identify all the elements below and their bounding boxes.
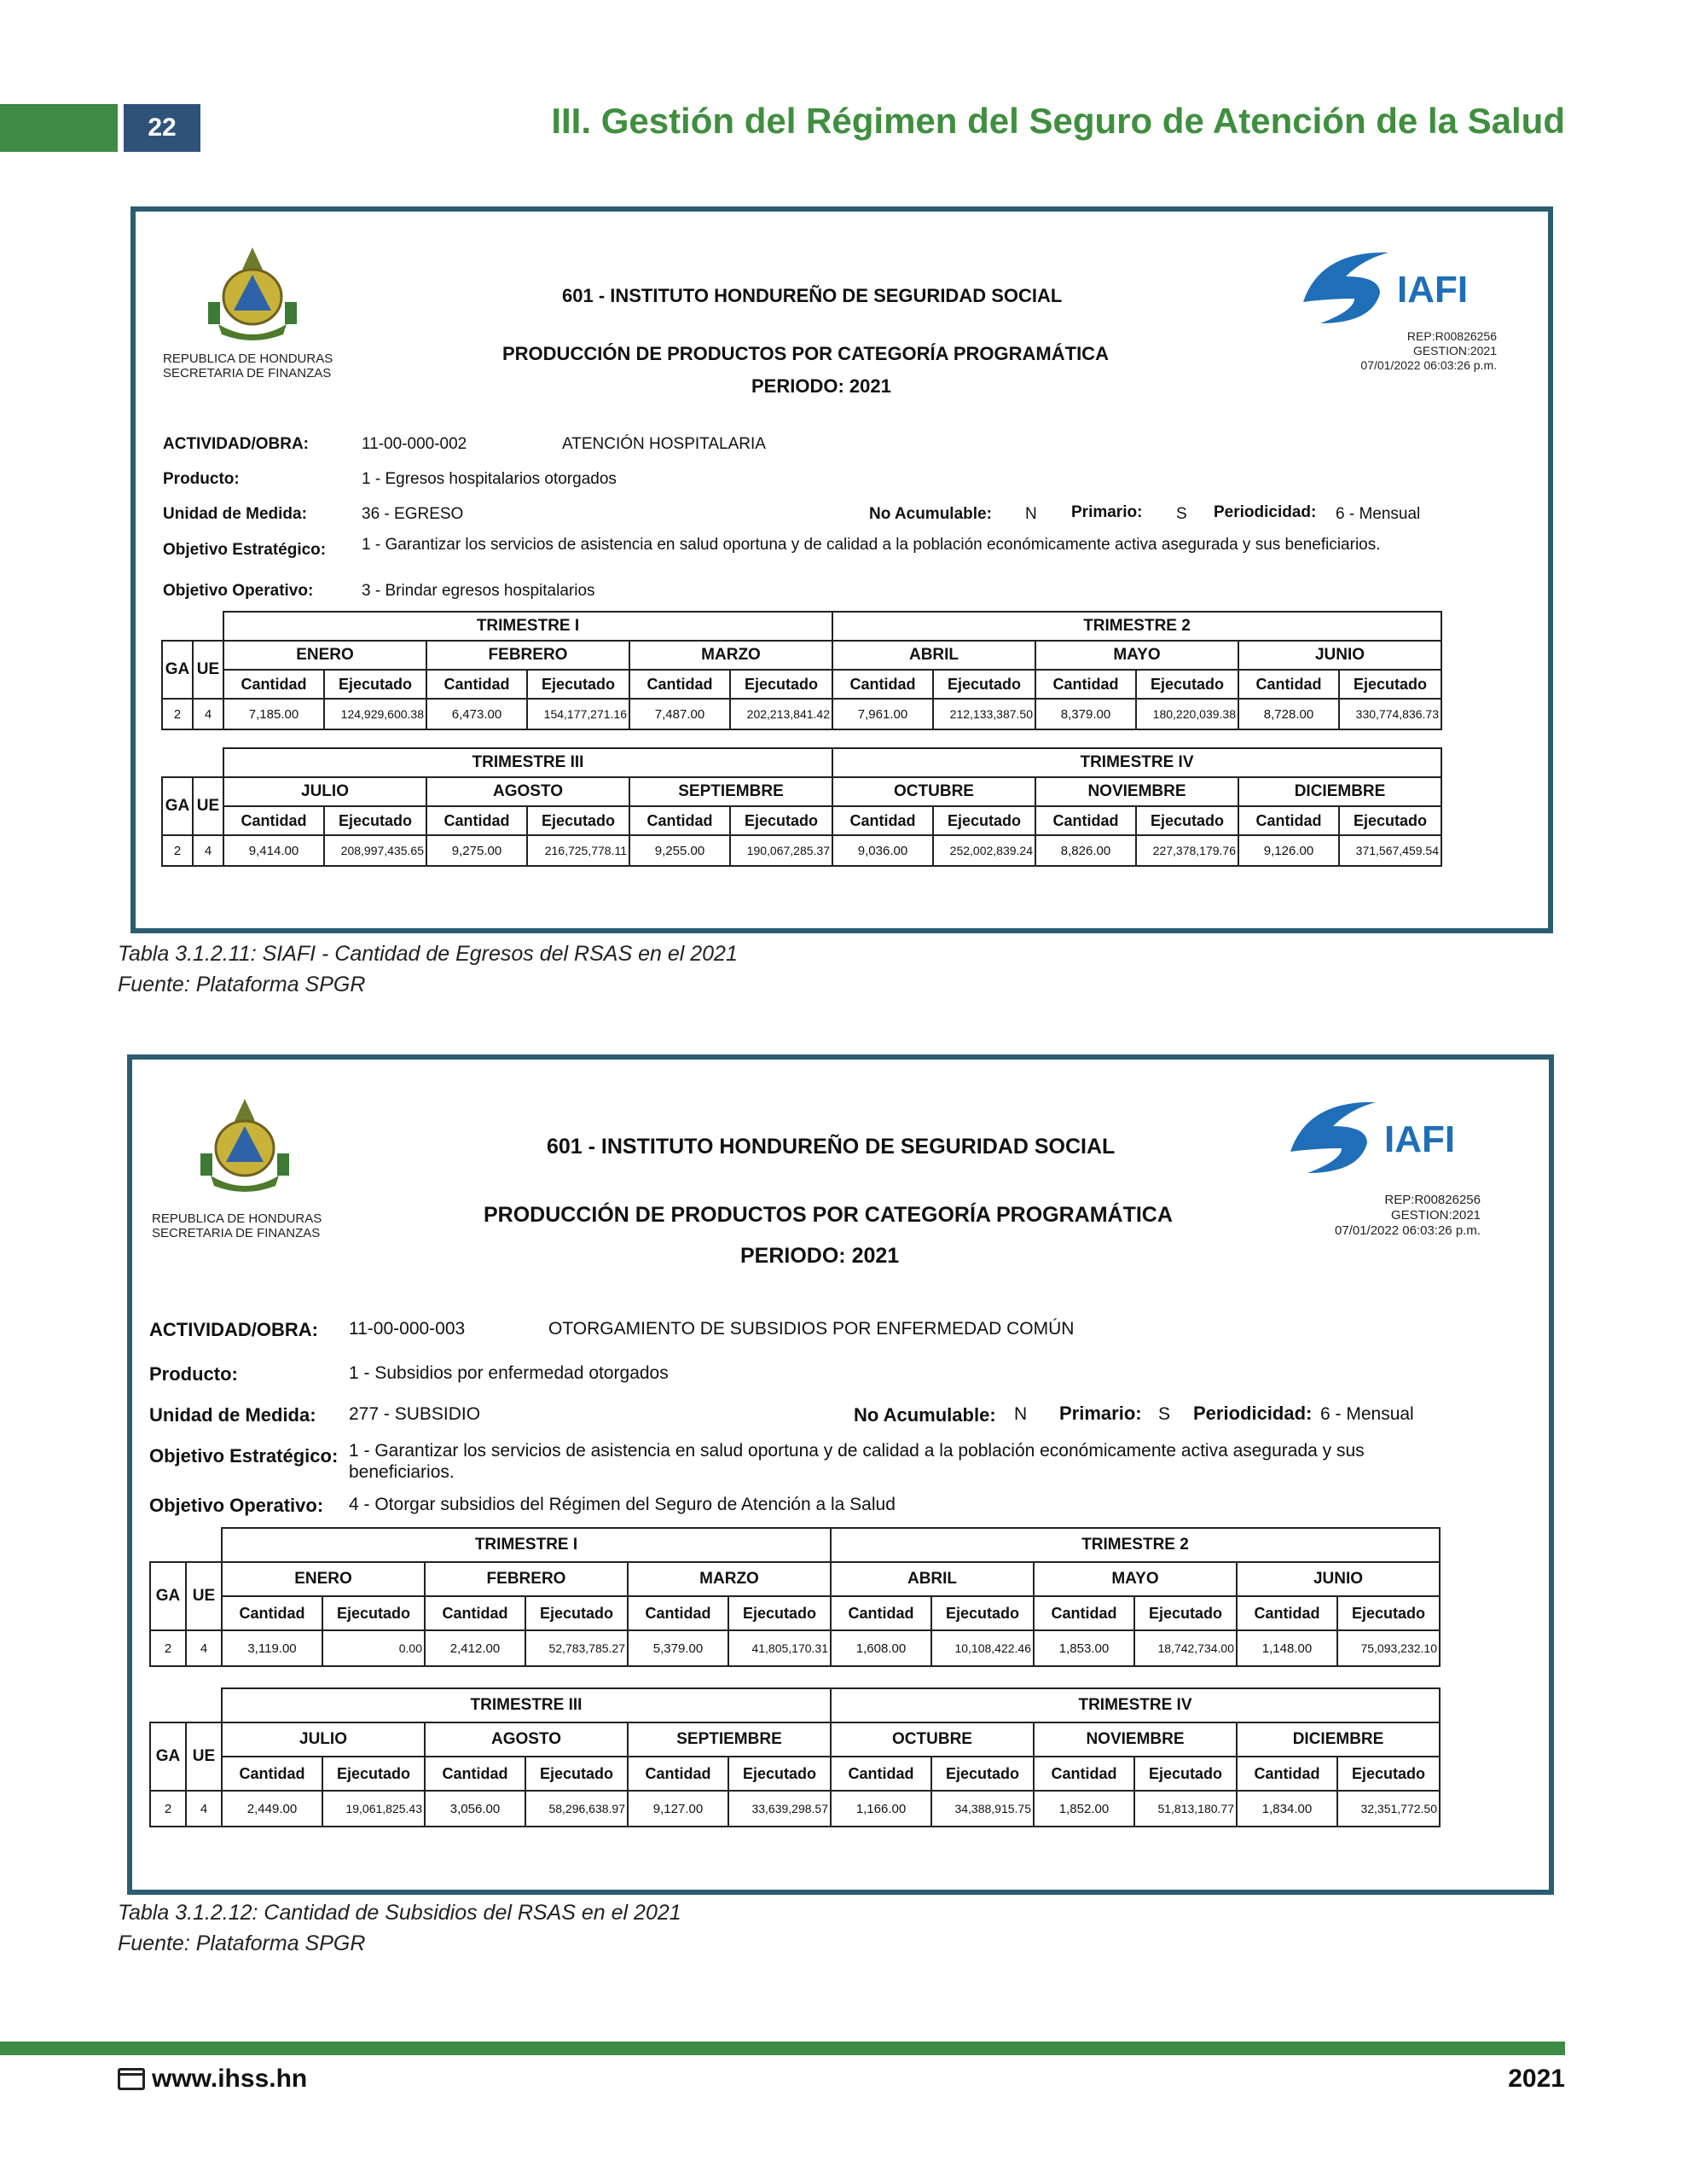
cantidad-value: 5,379.00 [628, 1630, 728, 1666]
cantidad-value: 3,119.00 [222, 1630, 322, 1666]
ga-value: 2 [150, 1791, 186, 1827]
caption-1-source: Fuente: Plataforma SPGR [118, 973, 366, 996]
siafi-logo-icon [1295, 242, 1491, 336]
ejecutado-value: 154,177,271.16 [527, 699, 629, 729]
ejecutado-header: Ejecutado [322, 1757, 425, 1791]
ejecutado-header: Ejecutado [1134, 1596, 1237, 1630]
cantidad-header: Cantidad [425, 1596, 525, 1630]
cantidad-value: 7,961.00 [832, 699, 933, 729]
cantidad-header: Cantidad [831, 1757, 931, 1791]
cantidad-value: 8,379.00 [1035, 699, 1136, 729]
ejecutado-value: 330,774,836.73 [1339, 699, 1441, 729]
month-header: OCTUBRE [832, 777, 1035, 806]
ejecutado-value: 52,783,785.27 [525, 1630, 628, 1666]
month-header: NOVIEMBRE [1034, 1722, 1237, 1757]
obj-operativo-label: Objetivo Operativo: [149, 1495, 324, 1516]
ue-value: 4 [186, 1791, 222, 1827]
ejecutado-value: 18,742,734.00 [1134, 1630, 1237, 1666]
cantidad-header: Cantidad [425, 1757, 525, 1791]
table-corner [162, 612, 223, 641]
cantidad-value: 9,127.00 [628, 1791, 728, 1827]
primario-label: Primario: [1071, 503, 1143, 521]
no-acumulable-label: No Acumulable: [854, 1404, 996, 1426]
month-header: SEPTIEMBRE [628, 1722, 831, 1757]
obj-estrategico-value: 1 - Garantizar los servicios de asistencia en salud oportuna y de calidad a la población económicamente activa asegurada y sus beneficiarios. [362, 536, 1381, 554]
quarterly-table [149, 1527, 1441, 1667]
report-period: PERIODO: 2021 [740, 1244, 900, 1268]
unidad-label: Unidad de Medida: [163, 505, 307, 523]
quarter-header: TRIMESTRE 2 [831, 1528, 1440, 1562]
month-header: MARZO [628, 1562, 831, 1596]
gov-line-1: REPUBLICA DE HONDURAS [152, 1211, 322, 1226]
rep-code: REP:R00826256 [1384, 1193, 1481, 1207]
obj-estrategico-value: 1 - Garantizar los servicios de asistencia en salud oportuna y de calidad a la población económicamente activa asegurada y sus beneficiarios. [349, 1441, 1365, 1482]
obj-operativo-value: 3 - Brindar egresos hospitalarios [362, 582, 595, 600]
ejecutado-header: Ejecutado [527, 806, 629, 835]
periodicidad-value: 6 - Mensual [1336, 505, 1421, 523]
cantidad-value: 7,185.00 [223, 699, 324, 729]
cantidad-header: Cantidad [223, 670, 324, 699]
report-meta [1335, 1193, 1481, 1239]
ejecutado-header: Ejecutado [730, 806, 832, 835]
unidad-value: 36 - EGRESO [362, 505, 464, 523]
no-acumulable-label: No Acumulable: [869, 505, 992, 523]
obj-estrategico-label: Objetivo Estratégico: [163, 541, 327, 559]
institution-name: 601 - INSTITUTO HONDUREÑO DE SEGURIDAD SOCIAL [562, 285, 1063, 306]
cantidad-header: Cantidad [1237, 1757, 1337, 1791]
cantidad-value: 2,449.00 [222, 1791, 322, 1827]
timestamp: 07/01/2022 06:03:26 p.m. [1335, 1223, 1481, 1238]
ejecutado-value: 0.00 [322, 1630, 425, 1666]
section-title: III. Gestión del Régimen del Seguro de Atención de la Salud [551, 101, 1565, 141]
month-header: FEBRERO [426, 641, 629, 670]
cantidad-header: Cantidad [222, 1757, 322, 1791]
actividad-name: ATENCIÓN HOSPITALARIA [562, 435, 766, 453]
gov-line-2: SECRETARIA DE FINANZAS [163, 366, 332, 380]
quarter-header: TRIMESTRE 2 [832, 612, 1441, 641]
month-header: JULIO [223, 777, 426, 806]
svg-text:IAFI: IAFI [1397, 269, 1469, 311]
primario-value: S [1158, 1404, 1171, 1424]
caption-table-1 [118, 938, 738, 1000]
ejecutado-header: Ejecutado [931, 1757, 1034, 1791]
month-header: AGOSTO [426, 777, 629, 806]
rep-code: REP:R00826256 [1406, 329, 1497, 343]
ejecutado-value: 216,725,778.11 [527, 835, 629, 866]
month-header: JULIO [222, 1722, 425, 1757]
ejecutado-header: Ejecutado [1339, 806, 1441, 835]
ejecutado-value: 208,997,435.65 [324, 835, 426, 866]
quarter-header: TRIMESTRE III [223, 748, 832, 777]
quarter-header: TRIMESTRE IV [831, 1688, 1440, 1722]
actividad-label: ACTIVIDAD/OBRA: [163, 435, 309, 453]
ejecutado-value: 33,639,298.57 [728, 1791, 831, 1827]
primario-label: Primario: [1059, 1403, 1142, 1424]
cantidad-value: 8,728.00 [1238, 699, 1339, 729]
quarter-header: TRIMESTRE III [222, 1688, 831, 1722]
obj-operativo-value: 4 - Otorgar subsidios del Régimen del Seguro de Atención a la Salud [349, 1495, 896, 1514]
ejecutado-header: Ejecutado [322, 1596, 425, 1630]
cantidad-header: Cantidad [629, 670, 730, 699]
ejecutado-header: Ejecutado [1339, 670, 1441, 699]
cantidad-value: 7,487.00 [629, 699, 730, 729]
table-corner [150, 1528, 222, 1562]
institution-name: 601 - INSTITUTO HONDUREÑO DE SEGURIDAD SOCIAL [547, 1135, 1116, 1159]
ue-value: 4 [193, 835, 223, 866]
cantidad-value: 2,412.00 [425, 1630, 525, 1666]
ejecutado-value: 51,813,180.77 [1134, 1791, 1237, 1827]
gestion: GESTION:2021 [1412, 344, 1497, 357]
actividad-code: 11-00-000-002 [362, 435, 467, 453]
ejecutado-header: Ejecutado [728, 1757, 831, 1791]
month-header: NOVIEMBRE [1035, 777, 1238, 806]
ga-header: GA [162, 641, 193, 699]
ue-value: 4 [193, 699, 223, 729]
quarterly-table [161, 747, 1442, 867]
month-header: DICIEMBRE [1238, 777, 1441, 806]
periodicidad-label: Periodicidad: [1193, 1403, 1313, 1424]
ga-header: GA [150, 1722, 186, 1791]
no-acumulable-value: N [1014, 1404, 1028, 1424]
ejecutado-value: 212,133,387.50 [933, 699, 1035, 729]
footer-year: 2021 [1508, 2065, 1565, 2093]
timestamp: 07/01/2022 06:03:26 p.m. [1360, 358, 1497, 372]
month-header: MARZO [629, 641, 832, 670]
ejecutado-header: Ejecutado [933, 670, 1035, 699]
ue-header: UE [193, 777, 223, 835]
quarter-header: TRIMESTRE IV [832, 748, 1441, 777]
cantidad-header: Cantidad [1034, 1596, 1134, 1630]
month-header: MAYO [1034, 1562, 1237, 1596]
ejecutado-header: Ejecutado [324, 806, 426, 835]
month-header: ABRIL [832, 641, 1035, 670]
ga-header: GA [162, 777, 193, 835]
cantidad-header: Cantidad [426, 670, 527, 699]
ejecutado-value: 58,296,638.97 [525, 1791, 628, 1827]
cantidad-header: Cantidad [629, 806, 730, 835]
month-header: ENERO [222, 1562, 425, 1596]
ejecutado-header: Ejecutado [527, 670, 629, 699]
quarter-header: TRIMESTRE I [222, 1528, 831, 1562]
primario-value: S [1176, 505, 1187, 523]
ue-header: UE [186, 1722, 222, 1791]
coat-of-arms-icon [194, 1095, 296, 1198]
quarterly-table [161, 611, 1442, 730]
ejecutado-value: 10,108,422.46 [931, 1630, 1034, 1666]
footer-website[interactable] [118, 2065, 307, 2094]
month-header: ABRIL [831, 1562, 1034, 1596]
cantidad-header: Cantidad [832, 806, 933, 835]
report-meta [1360, 329, 1497, 373]
month-header: OCTUBRE [831, 1722, 1034, 1757]
ue-header: UE [186, 1562, 222, 1630]
svg-text:IAFI: IAFI [1384, 1118, 1456, 1160]
gov-name [163, 351, 333, 380]
cantidad-value: 9,414.00 [223, 835, 324, 866]
gov-line-2: SECRETARIA DE FINANZAS [152, 1226, 321, 1240]
ejecutado-value: 124,929,600.38 [324, 699, 426, 729]
producto-value: 1 - Subsidios por enfermedad otorgados [349, 1363, 669, 1383]
cantidad-value: 1,148.00 [1237, 1630, 1337, 1666]
report-frame-subsidios [127, 1054, 1554, 1895]
ejecutado-header: Ejecutado [1337, 1596, 1440, 1630]
unidad-label: Unidad de Medida: [149, 1404, 316, 1426]
ga-value: 2 [162, 699, 193, 729]
month-header: FEBRERO [425, 1562, 628, 1596]
ejecutado-header: Ejecutado [324, 670, 426, 699]
cantidad-value: 1,608.00 [831, 1630, 931, 1666]
obj-operativo-label: Objetivo Operativo: [163, 582, 314, 600]
gov-line-1: REPUBLICA DE HONDURAS [163, 351, 333, 366]
ejecutado-value: 371,567,459.54 [1339, 835, 1441, 866]
ejecutado-value: 41,805,170.31 [728, 1630, 831, 1666]
caption-2-title: Tabla 3.1.2.12: Cantidad de Subsidios del RSAS en el 2021 [118, 1901, 681, 1925]
ejecutado-header: Ejecutado [525, 1596, 628, 1630]
month-header: JUNIO [1238, 641, 1441, 670]
report-title: PRODUCCIÓN DE PRODUCTOS POR CATEGORÍA PROGRAMÁTICA [502, 343, 1109, 364]
cantidad-header: Cantidad [1034, 1757, 1134, 1791]
ga-value: 2 [150, 1630, 186, 1666]
cantidad-header: Cantidad [628, 1757, 728, 1791]
obj-estrategico-label: Objetivo Estratégico: [149, 1445, 339, 1467]
ejecutado-value: 75,093,232.10 [1337, 1630, 1440, 1666]
producto-label: Producto: [163, 470, 240, 488]
ejecutado-value: 190,067,285.37 [730, 835, 832, 866]
cantidad-header: Cantidad [628, 1596, 728, 1630]
siafi-logo-icon [1282, 1092, 1478, 1186]
footer-accent-bar [0, 2042, 1565, 2055]
quarterly-table [149, 1687, 1441, 1827]
cantidad-header: Cantidad [831, 1596, 931, 1630]
cantidad-header: Cantidad [1035, 670, 1136, 699]
cantidad-header: Cantidad [222, 1596, 322, 1630]
periodicidad-label: Periodicidad: [1214, 503, 1317, 521]
ejecutado-value: 252,002,839.24 [933, 835, 1035, 866]
ejecutado-value: 180,220,039.38 [1136, 699, 1238, 729]
caption-2-source: Fuente: Plataforma SPGR [118, 1931, 366, 1955]
ejecutado-header: Ejecutado [728, 1596, 831, 1630]
quarter-header: TRIMESTRE I [223, 612, 832, 641]
gestion: GESTION:2021 [1390, 1208, 1481, 1223]
cantidad-header: Cantidad [426, 806, 527, 835]
cantidad-value: 9,275.00 [426, 835, 527, 866]
cantidad-header: Cantidad [1035, 806, 1136, 835]
footer-url-text[interactable]: www.ihss.hn [152, 2065, 308, 2093]
cantidad-value: 6,473.00 [426, 699, 527, 729]
header-accent-bar [0, 104, 118, 152]
cantidad-value: 1,166.00 [831, 1791, 931, 1827]
report-period: PERIODO: 2021 [751, 375, 891, 397]
actividad-label: ACTIVIDAD/OBRA: [149, 1319, 318, 1340]
cantidad-header: Cantidad [832, 670, 933, 699]
ejecutado-value: 19,061,825.43 [322, 1791, 425, 1827]
month-header: MAYO [1035, 641, 1238, 670]
cantidad-value: 1,852.00 [1034, 1791, 1134, 1827]
actividad-name: OTORGAMIENTO DE SUBSIDIOS POR ENFERMEDAD COMÚN [548, 1319, 1075, 1339]
cantidad-header: Cantidad [1237, 1596, 1337, 1630]
cantidad-value: 9,126.00 [1238, 835, 1339, 866]
ejecutado-value: 202,213,841.42 [730, 699, 832, 729]
report-title: PRODUCCIÓN DE PRODUCTOS POR CATEGORÍA PROGRAMÁTICA [484, 1203, 1173, 1227]
ejecutado-header: Ejecutado [525, 1757, 628, 1791]
actividad-code: 11-00-000-003 [349, 1319, 466, 1339]
report-frame-egresos [130, 206, 1553, 933]
ejecutado-header: Ejecutado [933, 806, 1035, 835]
month-header: JUNIO [1237, 1562, 1440, 1596]
monitor-icon [118, 2068, 145, 2090]
ejecutado-header: Ejecutado [1134, 1757, 1237, 1791]
ue-value: 4 [186, 1630, 222, 1666]
ejecutado-header: Ejecutado [1337, 1757, 1440, 1791]
producto-label: Producto: [149, 1363, 238, 1385]
unidad-value: 277 - SUBSIDIO [349, 1404, 481, 1424]
ejecutado-header: Ejecutado [1136, 670, 1238, 699]
coat-of-arms-icon [201, 244, 304, 346]
cantidad-value: 3,056.00 [425, 1791, 525, 1827]
cantidad-value: 8,826.00 [1035, 835, 1136, 866]
caption-1-title: Tabla 3.1.2.11: SIAFI - Cantidad de Egresos del RSAS en el 2021 [118, 942, 738, 966]
ejecutado-header: Ejecutado [1136, 806, 1238, 835]
table-corner [162, 748, 223, 777]
table-corner [150, 1688, 222, 1722]
gov-name [152, 1211, 322, 1240]
page-number: 22 [124, 104, 200, 152]
ejecutado-value: 227,378,179.76 [1136, 835, 1238, 866]
cantidad-value: 1,834.00 [1237, 1791, 1337, 1827]
ga-header: GA [150, 1562, 186, 1630]
ejecutado-value: 34,388,915.75 [931, 1791, 1034, 1827]
month-header: ENERO [223, 641, 426, 670]
cantidad-value: 9,255.00 [629, 835, 730, 866]
cantidad-value: 9,036.00 [832, 835, 933, 866]
cantidad-value: 1,853.00 [1034, 1630, 1134, 1666]
month-header: SEPTIEMBRE [629, 777, 832, 806]
month-header: AGOSTO [425, 1722, 628, 1757]
ejecutado-header: Ejecutado [931, 1596, 1034, 1630]
ejecutado-value: 32,351,772.50 [1337, 1791, 1440, 1827]
cantidad-header: Cantidad [1238, 806, 1339, 835]
month-header: DICIEMBRE [1237, 1722, 1440, 1757]
caption-table-2 [118, 1897, 681, 1959]
cantidad-header: Cantidad [223, 806, 324, 835]
periodicidad-value: 6 - Mensual [1320, 1404, 1414, 1424]
ue-header: UE [193, 641, 223, 699]
no-acumulable-value: N [1025, 505, 1037, 523]
cantidad-header: Cantidad [1238, 670, 1339, 699]
producto-value: 1 - Egresos hospitalarios otorgados [362, 470, 617, 488]
ga-value: 2 [162, 835, 193, 866]
ejecutado-header: Ejecutado [730, 670, 832, 699]
